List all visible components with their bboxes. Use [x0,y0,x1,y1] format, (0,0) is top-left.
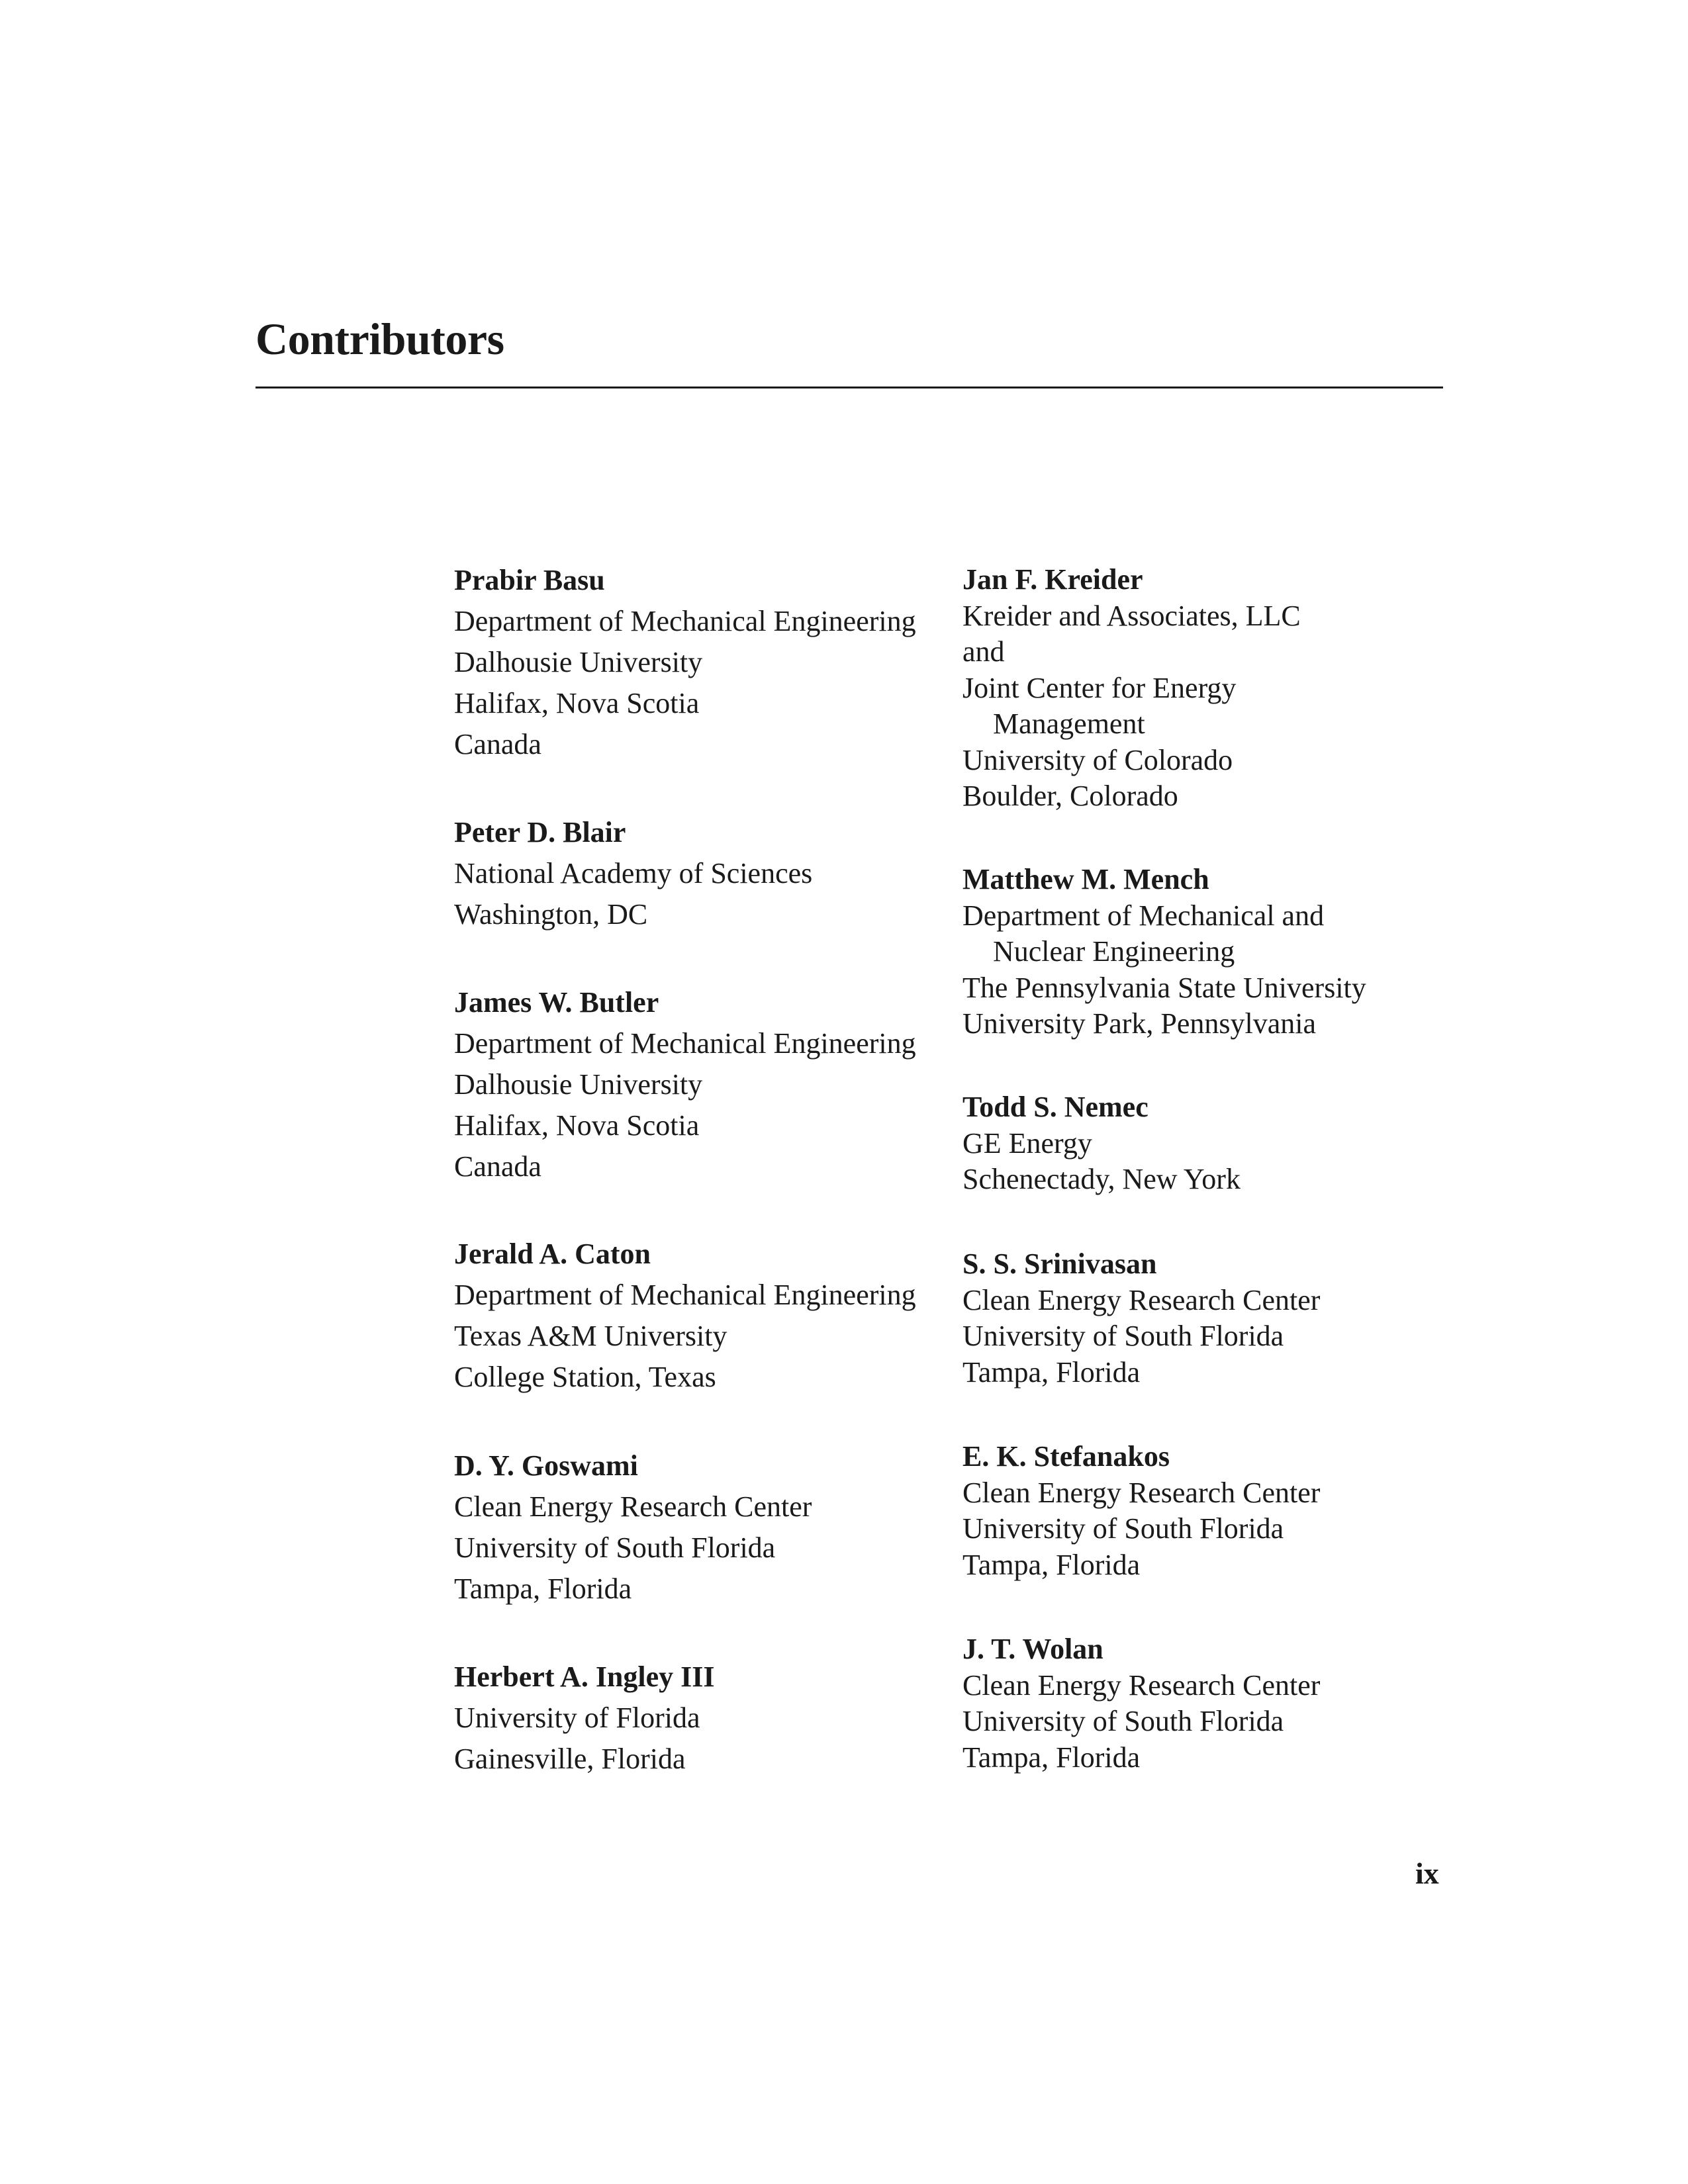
contributor-entry [454,560,916,765]
contributor-entry [962,1439,1320,1583]
affiliation-line: Washington, DC [454,898,648,931]
contributor-entry [962,1631,1320,1776]
affiliation-line: Tampa, Florida [962,1355,1141,1388]
affiliation-line: Nuclear Engineering [993,935,1235,968]
affiliation-line: Canada [454,1150,541,1183]
affiliation-line: Department of Mechanical Engineering [454,1027,916,1060]
affiliation-line: Boulder, Colorado [962,780,1178,812]
contributor-name: Herbert A. Ingley III [454,1661,715,1693]
affiliation-line: University of Florida [454,1702,700,1734]
title-rule [256,387,1443,388]
affiliation-line: GE Energy [962,1126,1092,1160]
contributor-name: Prabir Basu [454,564,605,596]
contributor-name: Todd S. Nemec [962,1091,1149,1123]
affiliation-line: The Pennsylvania State University [962,971,1366,1004]
affiliation-line: University Park, Pennsylvania [962,1007,1317,1040]
affiliation-line: Clean Energy Research Center [962,1476,1321,1509]
contributor-name: Matthew M. Mench [962,863,1209,895]
contributor-entry [962,562,1301,815]
contributor-name: James W. Butler [454,986,659,1019]
affiliation-line: Schenectady, New York [962,1163,1241,1195]
page-title: Contributors [256,314,504,364]
contributor-entry [454,1657,715,1780]
affiliation-line: Tampa, Florida [962,1548,1141,1581]
affiliation-line: Gainesville, Florida [454,1743,686,1775]
affiliation-line: University of South Florida [454,1531,776,1564]
contributor-entry [962,1246,1320,1390]
affiliation-line: Tampa, Florida [962,1741,1141,1774]
contributor-entry [454,1445,812,1610]
contributor-name: Jerald A. Caton [454,1238,651,1270]
affiliation-line: University of South Florida [962,1512,1284,1545]
affiliation-line: University of South Florida [962,1320,1284,1352]
affiliation-line: Dalhousie University [454,1068,703,1101]
contributor-entry [454,812,812,935]
affiliation-line: Canada [454,728,541,760]
contributor-name: D. Y. Goswami [454,1449,638,1482]
contributor-name: Jan F. Kreider [962,563,1143,596]
affiliation-line: Department of Mechanical and [962,899,1325,932]
affiliation-line: and [962,635,1005,668]
affiliation-line: Clean Energy Research Center [962,1668,1321,1702]
affiliation-line: Clean Energy Research Center [454,1490,812,1523]
affiliation-line: Halifax, Nova Scotia [454,687,700,719]
contributor-name: S. S. Srinivasan [962,1248,1157,1280]
contributor-entry [454,982,916,1187]
affiliation-line: Department of Mechanical Engineering [454,1279,916,1311]
affiliation-line: Tampa, Florida [454,1572,632,1605]
affiliation-line: University of Colorado [962,743,1233,776]
affiliation-line: National Academy of Sciences [454,857,813,889]
contributor-entry [962,862,1366,1042]
contributor-entry [454,1234,916,1398]
affiliation-line: College Station, Texas [454,1361,716,1393]
affiliation-line: Department of Mechanical Engineering [454,605,916,637]
contributor-name: J. T. Wolan [962,1633,1103,1665]
affiliation-line: Management [993,707,1145,740]
affiliation-line: Clean Energy Research Center [962,1283,1321,1316]
contributor-name: E. K. Stefanakos [962,1440,1170,1473]
contributor-name: Peter D. Blair [454,816,626,848]
affiliation-line: University of South Florida [962,1705,1284,1737]
affiliation-line: Kreider and Associates, LLC [962,599,1301,632]
affiliation-line: Dalhousie University [454,646,703,678]
contributor-entry [962,1089,1241,1198]
affiliation-line: Texas A&M University [454,1320,727,1352]
affiliation-line: Joint Center for Energy [962,671,1237,704]
page-number: ix [1415,1856,1439,1890]
affiliation-line: Halifax, Nova Scotia [454,1109,700,1142]
